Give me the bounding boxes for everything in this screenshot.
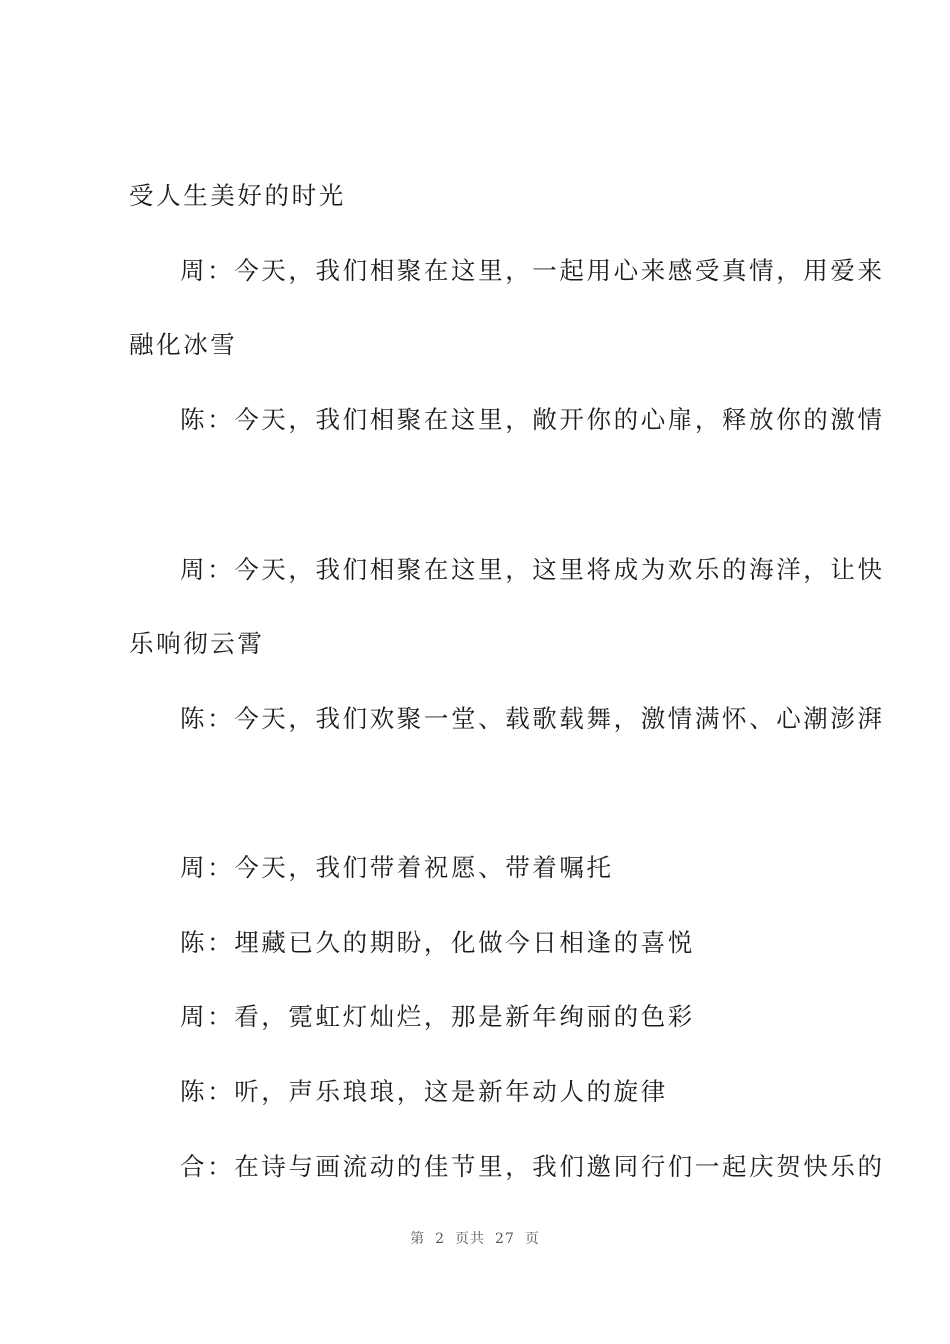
text-line-2: 周：今天，我们相聚在这里，一起用心来感受真情，用爱来	[180, 256, 885, 285]
text-line-4: 陈：今天，我们相聚在这里，敞开你的心扉，释放你的激情	[180, 405, 885, 434]
text-line-6: 乐响彻云霄	[129, 629, 265, 658]
text-line-3: 融化冰雪	[129, 330, 238, 359]
text-line-1: 受人生美好的时光	[129, 181, 346, 210]
page-footer	[0, 1228, 950, 1248]
text-line-11: 陈：听，声乐琅琅，这是新年动人的旋律	[180, 1077, 668, 1106]
text-line-10: 周：看，霓虹灯灿烂，那是新年绚丽的色彩	[180, 1002, 695, 1031]
text-line-12: 合：在诗与画流动的佳节里，我们邀同行们一起庆贺快乐的	[180, 1152, 885, 1181]
text-line-8: 周：今天，我们带着祝愿、带着嘱托	[180, 853, 614, 882]
footer-label-ye: 页	[524, 1231, 540, 1247]
footer-current-page: 2	[435, 1231, 446, 1247]
footer-label-ye-gong: 页共	[455, 1231, 486, 1247]
footer-label-di: 第	[410, 1231, 426, 1247]
text-line-7: 陈：今天，我们欢聚一堂、载歌载舞，激情满怀、心潮澎湃	[180, 704, 885, 733]
text-line-9: 陈：埋藏已久的期盼，化做今日相逢的喜悦	[180, 928, 695, 957]
text-line-5: 周：今天，我们相聚在这里，这里将成为欢乐的海洋，让快	[180, 555, 885, 584]
footer-total-pages: 27	[495, 1231, 515, 1247]
